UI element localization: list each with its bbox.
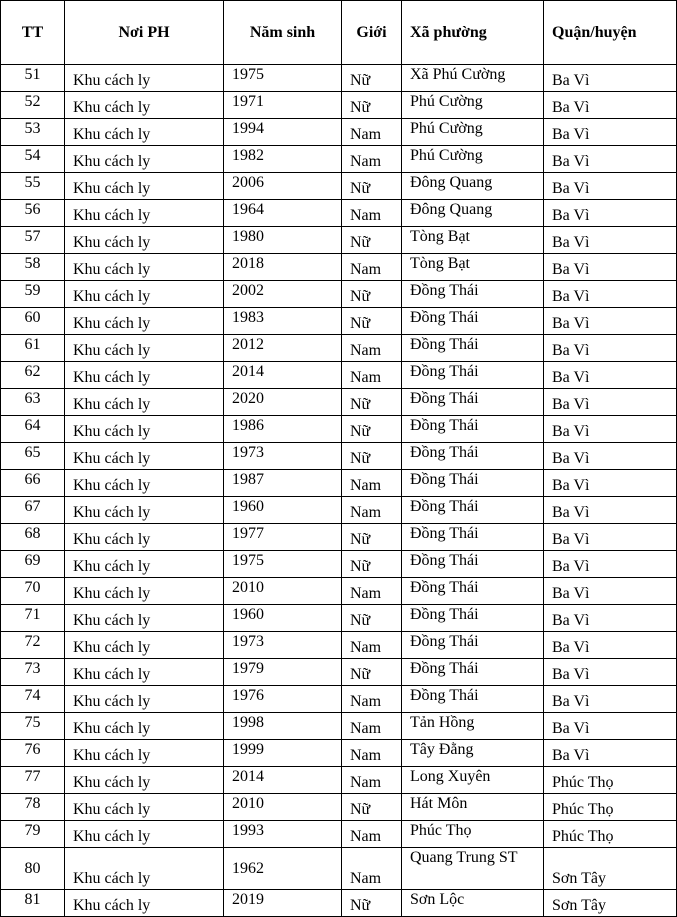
cell-nam-sinh: 1994: [224, 119, 342, 146]
table-row: [1, 890, 677, 917]
cell-xa-phuong: Tây Đằng: [402, 740, 544, 767]
table-row: [1, 254, 677, 281]
cell-noi-ph: Khu cách ly: [65, 119, 224, 146]
cell-gioi: Nam: [342, 686, 402, 713]
cell-gioi: Nam: [342, 200, 402, 227]
cell-gioi: Nam: [342, 578, 402, 605]
cell-quan-huyen: Sơn Tây: [544, 890, 677, 917]
cell-quan-huyen: Ba Vì: [544, 308, 677, 335]
cell-tt: 66: [1, 470, 65, 497]
cell-gioi: Nam: [342, 632, 402, 659]
cell-nam-sinh: 1980: [224, 227, 342, 254]
cell-quan-huyen: Ba Vì: [544, 173, 677, 200]
cell-noi-ph: Khu cách ly: [65, 497, 224, 524]
cell-gioi: Nam: [342, 767, 402, 794]
table-row: [1, 335, 677, 362]
cell-xa-phuong: Phú Cường: [402, 146, 544, 173]
cell-tt: 76: [1, 740, 65, 767]
cell-quan-huyen: Ba Vì: [544, 686, 677, 713]
cell-nam-sinh: 1983: [224, 308, 342, 335]
cell-gioi: Nam: [342, 848, 402, 890]
cell-tt: 52: [1, 92, 65, 119]
cell-nam-sinh: 1987: [224, 470, 342, 497]
cell-tt: 64: [1, 416, 65, 443]
cell-xa-phuong: Đồng Thái: [402, 578, 544, 605]
cell-tt: 53: [1, 119, 65, 146]
cell-quan-huyen: Phúc Thọ: [544, 767, 677, 794]
cell-noi-ph: Khu cách ly: [65, 686, 224, 713]
cell-xa-phuong: Đồng Thái: [402, 281, 544, 308]
table-row: [1, 200, 677, 227]
cell-quan-huyen: Ba Vì: [544, 605, 677, 632]
cell-xa-phuong: Đồng Thái: [402, 551, 544, 578]
cell-gioi: Nữ: [342, 794, 402, 821]
cell-noi-ph: Khu cách ly: [65, 416, 224, 443]
cell-quan-huyen: Ba Vì: [544, 470, 677, 497]
cell-noi-ph: Khu cách ly: [65, 767, 224, 794]
cell-tt: 78: [1, 794, 65, 821]
cell-noi-ph: Khu cách ly: [65, 362, 224, 389]
header-xa-phuong: Xã phường: [402, 1, 544, 65]
cell-gioi: Nam: [342, 146, 402, 173]
cell-nam-sinh: 1962: [224, 848, 342, 890]
cell-quan-huyen: Ba Vì: [544, 443, 677, 470]
cell-xa-phuong: Đồng Thái: [402, 632, 544, 659]
header-noi-ph: Nơi PH: [65, 1, 224, 65]
table-row: [1, 470, 677, 497]
cell-nam-sinh: 2014: [224, 767, 342, 794]
cell-nam-sinh: 1973: [224, 443, 342, 470]
cell-quan-huyen: Ba Vì: [544, 362, 677, 389]
cell-xa-phuong: Quang Trung ST: [402, 848, 544, 890]
cell-xa-phuong: Đồng Thái: [402, 416, 544, 443]
cell-xa-phuong: Phú Cường: [402, 92, 544, 119]
cell-tt: 70: [1, 578, 65, 605]
cell-noi-ph: Khu cách ly: [65, 524, 224, 551]
table-row: [1, 767, 677, 794]
table-row: [1, 740, 677, 767]
cell-noi-ph: Khu cách ly: [65, 227, 224, 254]
cell-tt: 75: [1, 713, 65, 740]
cell-nam-sinh: 1971: [224, 92, 342, 119]
cell-tt: 68: [1, 524, 65, 551]
cell-noi-ph: Khu cách ly: [65, 605, 224, 632]
table-row: [1, 389, 677, 416]
cell-quan-huyen: Ba Vì: [544, 632, 677, 659]
cell-xa-phuong: Đồng Thái: [402, 389, 544, 416]
cell-gioi: Nữ: [342, 524, 402, 551]
header-gioi: Giới: [342, 1, 402, 65]
table-row: [1, 227, 677, 254]
cell-gioi: Nữ: [342, 281, 402, 308]
cell-noi-ph: Khu cách ly: [65, 173, 224, 200]
table-header-row: [1, 1, 677, 65]
cell-nam-sinh: 1979: [224, 659, 342, 686]
cell-quan-huyen: Ba Vì: [544, 65, 677, 92]
cell-nam-sinh: 1964: [224, 200, 342, 227]
cell-gioi: Nam: [342, 119, 402, 146]
cell-gioi: Nữ: [342, 605, 402, 632]
cell-tt: 73: [1, 659, 65, 686]
header-quan-huyen: Quận/huyện: [544, 1, 677, 65]
cell-xa-phuong: Đồng Thái: [402, 605, 544, 632]
cell-xa-phuong: Tòng Bạt: [402, 227, 544, 254]
cell-quan-huyen: Ba Vì: [544, 578, 677, 605]
cell-noi-ph: Khu cách ly: [65, 92, 224, 119]
cell-nam-sinh: 1973: [224, 632, 342, 659]
cell-gioi: Nam: [342, 821, 402, 848]
cell-nam-sinh: 2020: [224, 389, 342, 416]
cell-gioi: Nam: [342, 254, 402, 281]
cell-noi-ph: Khu cách ly: [65, 740, 224, 767]
cell-nam-sinh: 1982: [224, 146, 342, 173]
cell-xa-phuong: Đông Quang: [402, 200, 544, 227]
cell-noi-ph: Khu cách ly: [65, 551, 224, 578]
table-row: [1, 416, 677, 443]
cell-gioi: Nam: [342, 497, 402, 524]
cell-tt: 65: [1, 443, 65, 470]
cell-xa-phuong: Đồng Thái: [402, 335, 544, 362]
cell-tt: 54: [1, 146, 65, 173]
table-row: [1, 821, 677, 848]
cell-xa-phuong: Sơn Lộc: [402, 890, 544, 917]
table-body: [1, 65, 677, 917]
table-row: [1, 713, 677, 740]
cell-noi-ph: Khu cách ly: [65, 254, 224, 281]
cell-xa-phuong: Đồng Thái: [402, 497, 544, 524]
cell-xa-phuong: Đồng Thái: [402, 443, 544, 470]
table-row: [1, 551, 677, 578]
cell-tt: 80: [1, 848, 65, 890]
cell-quan-huyen: Ba Vì: [544, 200, 677, 227]
cell-nam-sinh: 1975: [224, 551, 342, 578]
table-row: [1, 119, 677, 146]
cell-gioi: Nữ: [342, 443, 402, 470]
cell-xa-phuong: Long Xuyên: [402, 767, 544, 794]
cell-quan-huyen: Ba Vì: [544, 551, 677, 578]
cell-tt: 74: [1, 686, 65, 713]
cell-tt: 60: [1, 308, 65, 335]
cell-gioi: Nam: [342, 335, 402, 362]
cell-nam-sinh: 1986: [224, 416, 342, 443]
table-row: [1, 848, 677, 890]
table-row: [1, 173, 677, 200]
cell-tt: 67: [1, 497, 65, 524]
cell-tt: 71: [1, 605, 65, 632]
cell-nam-sinh: 2019: [224, 890, 342, 917]
cell-nam-sinh: 2006: [224, 173, 342, 200]
cell-quan-huyen: Ba Vì: [544, 740, 677, 767]
cell-gioi: Nữ: [342, 173, 402, 200]
cell-xa-phuong: Đông Quang: [402, 173, 544, 200]
cell-quan-huyen: Sơn Tây: [544, 848, 677, 890]
cell-xa-phuong: Đồng Thái: [402, 659, 544, 686]
cell-tt: 81: [1, 890, 65, 917]
cell-noi-ph: Khu cách ly: [65, 632, 224, 659]
cell-xa-phuong: Tòng Bạt: [402, 254, 544, 281]
cell-quan-huyen: Ba Vì: [544, 713, 677, 740]
cell-noi-ph: Khu cách ly: [65, 659, 224, 686]
cell-nam-sinh: 1975: [224, 65, 342, 92]
cell-tt: 59: [1, 281, 65, 308]
cell-nam-sinh: 2010: [224, 578, 342, 605]
cell-noi-ph: Khu cách ly: [65, 890, 224, 917]
cell-quan-huyen: Phúc Thọ: [544, 821, 677, 848]
cell-noi-ph: Khu cách ly: [65, 308, 224, 335]
cell-tt: 58: [1, 254, 65, 281]
table-row: [1, 794, 677, 821]
table-row: [1, 281, 677, 308]
cell-gioi: Nữ: [342, 92, 402, 119]
cell-nam-sinh: 2002: [224, 281, 342, 308]
cell-quan-huyen: Ba Vì: [544, 92, 677, 119]
cell-nam-sinh: 1976: [224, 686, 342, 713]
table-row: [1, 632, 677, 659]
cell-nam-sinh: 1977: [224, 524, 342, 551]
cell-nam-sinh: 2010: [224, 794, 342, 821]
table-row: [1, 92, 677, 119]
cell-gioi: Nữ: [342, 308, 402, 335]
table-row: [1, 578, 677, 605]
cell-quan-huyen: Ba Vì: [544, 497, 677, 524]
cell-quan-huyen: Ba Vì: [544, 119, 677, 146]
cell-noi-ph: Khu cách ly: [65, 848, 224, 890]
cell-tt: 56: [1, 200, 65, 227]
cell-gioi: Nữ: [342, 227, 402, 254]
cell-gioi: Nữ: [342, 65, 402, 92]
cell-gioi: Nam: [342, 740, 402, 767]
cell-quan-huyen: Ba Vì: [544, 389, 677, 416]
cell-noi-ph: Khu cách ly: [65, 200, 224, 227]
cell-noi-ph: Khu cách ly: [65, 335, 224, 362]
cell-nam-sinh: 1993: [224, 821, 342, 848]
cell-xa-phuong: Đồng Thái: [402, 308, 544, 335]
table-row: [1, 686, 677, 713]
cell-gioi: Nữ: [342, 551, 402, 578]
cell-noi-ph: Khu cách ly: [65, 146, 224, 173]
table-row: [1, 443, 677, 470]
cell-tt: 79: [1, 821, 65, 848]
cell-tt: 72: [1, 632, 65, 659]
cell-xa-phuong: Tản Hồng: [402, 713, 544, 740]
cell-quan-huyen: Phúc Thọ: [544, 794, 677, 821]
cell-quan-huyen: Ba Vì: [544, 524, 677, 551]
cell-noi-ph: Khu cách ly: [65, 443, 224, 470]
cell-xa-phuong: Hát Môn: [402, 794, 544, 821]
cell-nam-sinh: 1999: [224, 740, 342, 767]
cell-quan-huyen: Ba Vì: [544, 416, 677, 443]
cell-gioi: Nam: [342, 362, 402, 389]
cell-noi-ph: Khu cách ly: [65, 713, 224, 740]
cell-gioi: Nam: [342, 470, 402, 497]
cell-noi-ph: Khu cách ly: [65, 470, 224, 497]
cell-quan-huyen: Ba Vì: [544, 227, 677, 254]
cell-noi-ph: Khu cách ly: [65, 578, 224, 605]
cell-gioi: Nữ: [342, 389, 402, 416]
table-row: [1, 524, 677, 551]
cell-xa-phuong: Phúc Thọ: [402, 821, 544, 848]
cell-quan-huyen: Ba Vì: [544, 335, 677, 362]
cell-quan-huyen: Ba Vì: [544, 146, 677, 173]
cell-quan-huyen: Ba Vì: [544, 659, 677, 686]
cell-nam-sinh: 1960: [224, 497, 342, 524]
table-row: [1, 497, 677, 524]
cell-noi-ph: Khu cách ly: [65, 281, 224, 308]
cell-noi-ph: Khu cách ly: [65, 821, 224, 848]
cell-tt: 77: [1, 767, 65, 794]
cell-nam-sinh: 2018: [224, 254, 342, 281]
cell-xa-phuong: Đồng Thái: [402, 362, 544, 389]
cell-quan-huyen: Ba Vì: [544, 254, 677, 281]
table-row: [1, 659, 677, 686]
header-nam-sinh: Năm sinh: [224, 1, 342, 65]
cell-gioi: Nam: [342, 713, 402, 740]
table-row: [1, 605, 677, 632]
cell-tt: 63: [1, 389, 65, 416]
cell-xa-phuong: Xã Phú Cường: [402, 65, 544, 92]
cell-quan-huyen: Ba Vì: [544, 281, 677, 308]
cell-noi-ph: Khu cách ly: [65, 389, 224, 416]
cell-tt: 55: [1, 173, 65, 200]
cell-xa-phuong: Đồng Thái: [402, 686, 544, 713]
cell-gioi: Nữ: [342, 890, 402, 917]
header-tt: TT: [1, 1, 65, 65]
cell-xa-phuong: Đồng Thái: [402, 470, 544, 497]
cell-tt: 57: [1, 227, 65, 254]
cell-gioi: Nữ: [342, 416, 402, 443]
cell-nam-sinh: 2012: [224, 335, 342, 362]
cell-noi-ph: Khu cách ly: [65, 65, 224, 92]
table-row: [1, 146, 677, 173]
cell-tt: 51: [1, 65, 65, 92]
cell-tt: 69: [1, 551, 65, 578]
cell-nam-sinh: 1998: [224, 713, 342, 740]
cell-nam-sinh: 2014: [224, 362, 342, 389]
cell-xa-phuong: Đồng Thái: [402, 524, 544, 551]
table-row: [1, 65, 677, 92]
table-row: [1, 308, 677, 335]
cell-tt: 62: [1, 362, 65, 389]
cell-gioi: Nữ: [342, 659, 402, 686]
cell-nam-sinh: 1960: [224, 605, 342, 632]
cell-xa-phuong: Phú Cường: [402, 119, 544, 146]
cell-noi-ph: Khu cách ly: [65, 794, 224, 821]
table-row: [1, 362, 677, 389]
cell-tt: 61: [1, 335, 65, 362]
